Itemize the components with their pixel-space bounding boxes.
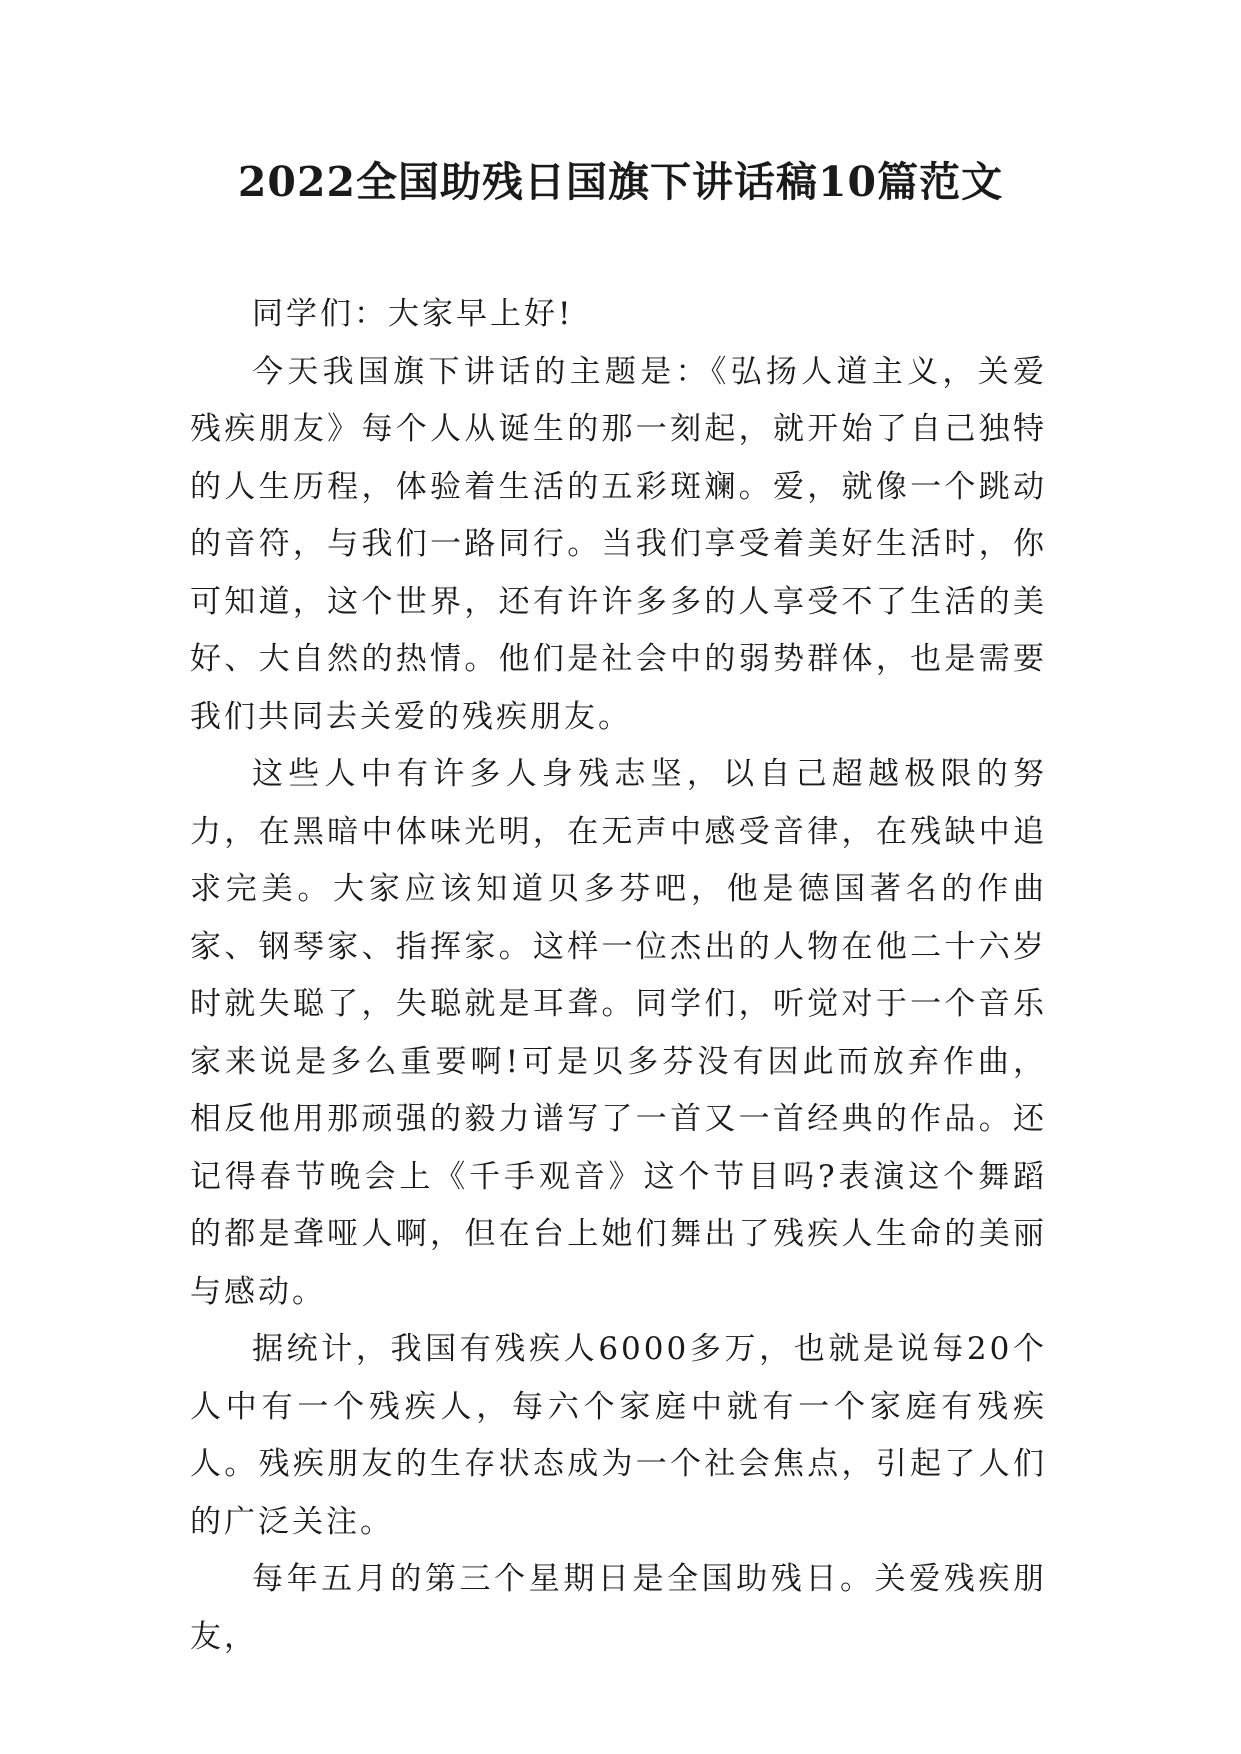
paragraph-help-day: 每年五月的第三个星期日是全国助残日。关爱残疾朋友， xyxy=(190,1561,1047,1655)
paragraph-beethoven: 这些人中有许多人身残志坚，以自己超越极限的努力，在黑暗中体味光明，在无声中感受音律，在残缺中追求完美。大家应该知道贝多芬吧，他是德国著名的作曲家、钢琴家、指挥家。这样一位杰出的人物在他二十六岁时就失聪了，失聪就是耳聋。同学们，听觉对于一个音乐家来说是多么重要啊!可是贝多芬没有因此而放弃作曲，相反他用那顽强的毅力谱写了一首又一首经典的作品。还记得春节晚会上《千手观音》这个节目吗?表演这个舞蹈的都是聋哑人啊，但在台上她们舞出了残疾人生命的美丽与感动。 xyxy=(190,756,1047,1310)
paragraph-statistics: 据统计，我国有残疾人6000多万，也就是说每20个人中有一个残疾人，每六个家庭中就有一个家庭有残疾人。残疾朋友的生存状态成为一个社会焦点，引起了人们的广泛关注。 xyxy=(190,1331,1047,1540)
document-body xyxy=(190,286,1047,1666)
paragraph-greeting: 同学们：大家早上好! xyxy=(252,296,574,332)
document-title: 2022全国助残日国旗下讲话稿10篇范文 xyxy=(237,158,1004,206)
paragraph-theme: 今天我国旗下讲话的主题是：《弘扬人道主义，关爱残疾朋友》每个人从诞生的那一刻起，就开始了自己独特的人生历程，体验着生活的五彩斑斓。爱，就像一个跳动的音符，与我们一路同行。当我们享受着美好生活时，你可知道，这个世界，还有许许多多的人享受不了生活的美好、大自然的热情。他们是社会中的弱势群体，也是需要我们共同去关爱的残疾朋友。 xyxy=(190,353,1047,735)
